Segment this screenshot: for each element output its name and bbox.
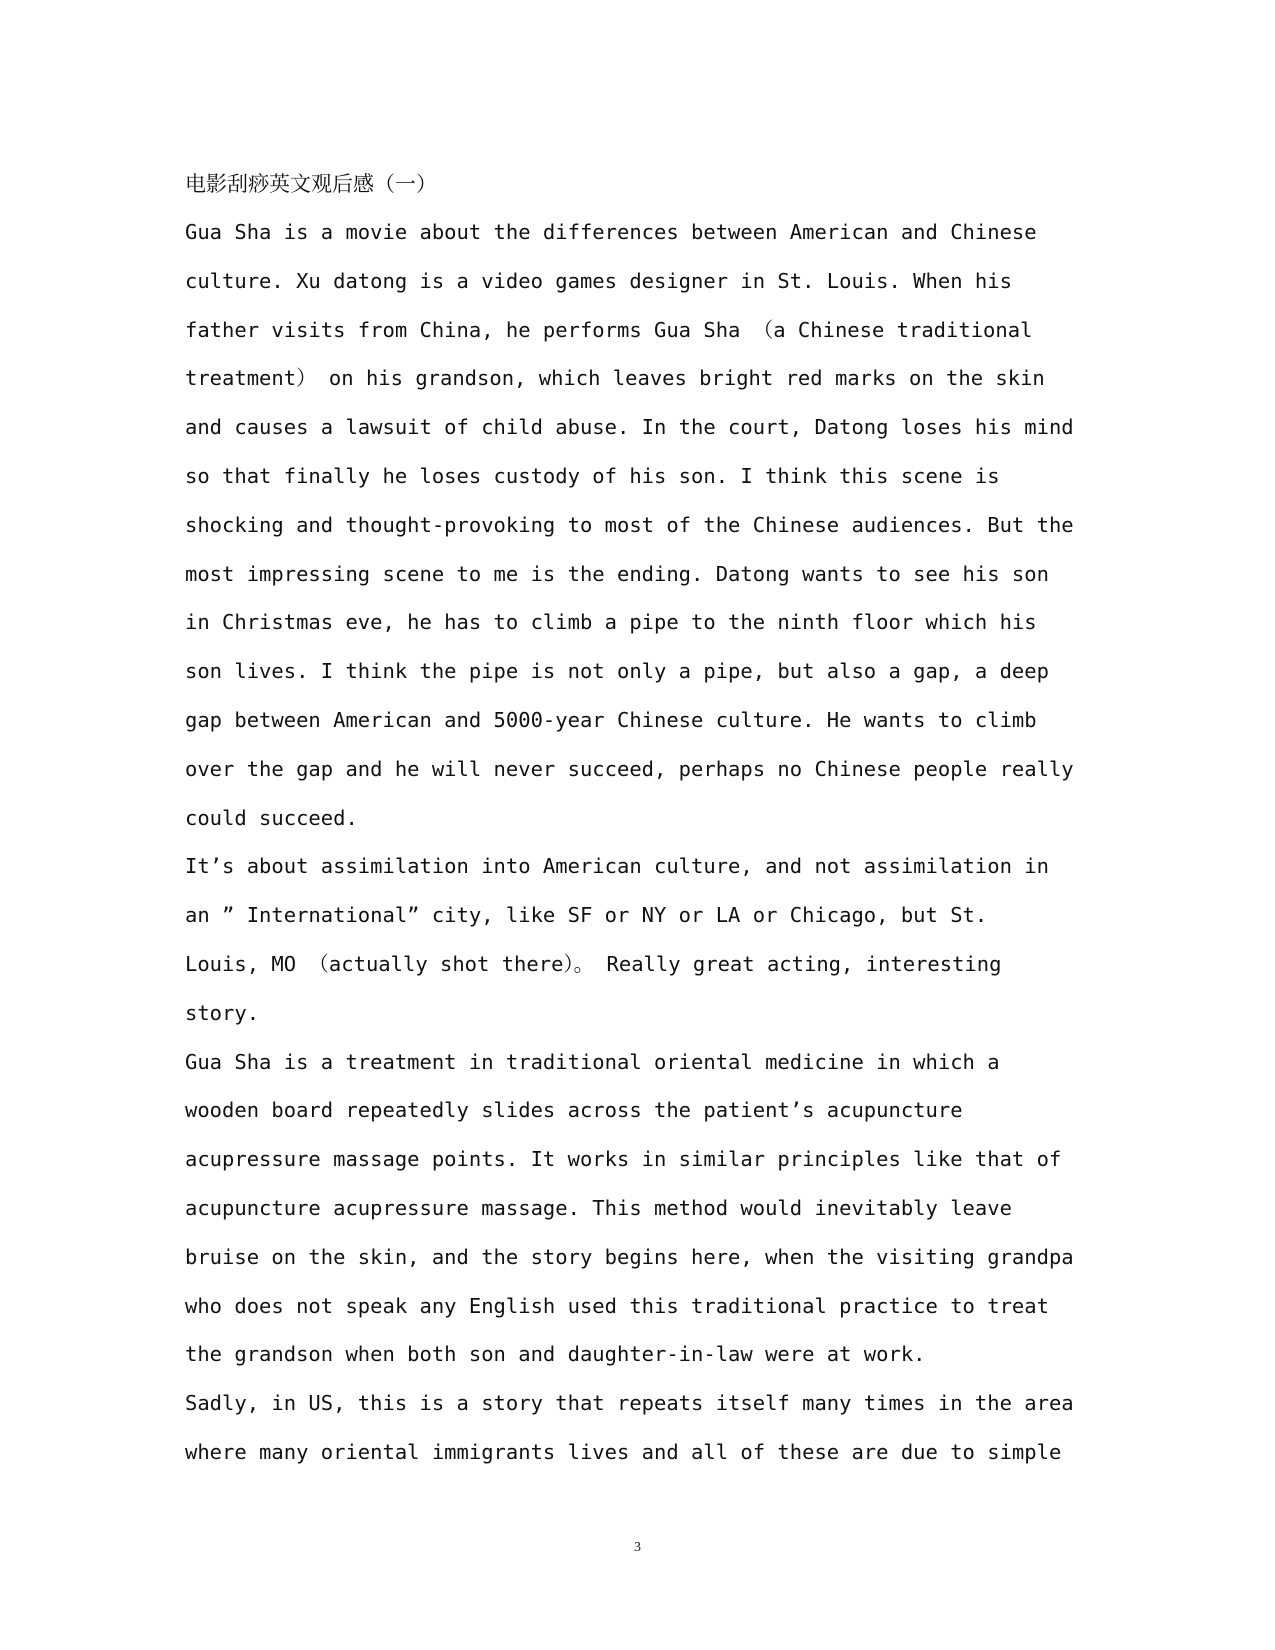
text-line-16: Louis, MO （actually shot there）。 Really great acting, interesting bbox=[185, 951, 1002, 976]
text-line-22: bruise on the skin, and the story begins here, when the visiting grandpa bbox=[185, 1244, 1074, 1269]
text-line-21: acupuncture acupressure massage. This method would inevitably leave bbox=[185, 1195, 1012, 1220]
text-line-17: story. bbox=[185, 1000, 260, 1025]
text-line-26: where many oriental immigrants lives and all of these are due to simple bbox=[185, 1439, 1062, 1464]
text-line-8: most impressing scene to me is the ending. Datong wants to see his son bbox=[185, 561, 1049, 586]
text-line-10: son lives. I think the pipe is not only a pipe, but also a gap, a deep bbox=[185, 659, 1049, 684]
text-line-20: acupressure massage points. It works in similar principles like that of bbox=[185, 1147, 1062, 1172]
text-line-7: shocking and thought-provoking to most of the Chinese audiences. But the bbox=[185, 512, 1074, 537]
text-line-4: treatment） on his grandson, which leaves bright red marks on the skin bbox=[185, 366, 1045, 391]
text-line-11: gap between American and 5000-year Chinese culture. He wants to climb bbox=[185, 707, 1037, 732]
text-line-23: who does not speak any English used this traditional practice to treat bbox=[185, 1293, 1049, 1318]
text-line-3: father visits from China, he performs Gua Sha （a Chinese traditional bbox=[185, 317, 1033, 342]
text-line-6: so that finally he loses custody of his son. I think this scene is bbox=[185, 463, 1000, 488]
text-line-5: and causes a lawsuit of child abuse. In the court, Datong loses his mind bbox=[185, 415, 1074, 440]
text-line-14: It’s about assimilation into American culture, and not assimilation in bbox=[185, 854, 1049, 879]
document-heading: 电影刮痧英文观后感（一） bbox=[185, 172, 437, 196]
text-line-9: in Christmas eve, he has to climb a pipe to the ninth floor which his bbox=[185, 610, 1037, 635]
text-line-15: an ” International” city, like SF or NY or LA or Chicago, but St. bbox=[185, 903, 988, 928]
text-line-25: Sadly, in US, this is a story that repeats itself many times in the area bbox=[185, 1391, 1074, 1416]
text-line-13: could succeed. bbox=[185, 805, 358, 830]
text-line-19: wooden board repeatedly slides across the patient’s acupuncture bbox=[185, 1098, 963, 1123]
document-body bbox=[185, 160, 1095, 1477]
page-number: 3 bbox=[634, 1540, 641, 1555]
text-line-24: the grandson when both son and daughter-in-law were at work. bbox=[185, 1342, 926, 1367]
text-line-2: culture. Xu datong is a video games designer in St. Louis. When his bbox=[185, 268, 1012, 293]
text-line-12: over the gap and he will never succeed, perhaps no Chinese people really bbox=[185, 756, 1074, 781]
text-line-1: Gua Sha is a movie about the differences between American and Chinese bbox=[185, 220, 1037, 244]
text-line-18: Gua Sha is a treatment in traditional oriental medicine in which a bbox=[185, 1049, 1000, 1074]
